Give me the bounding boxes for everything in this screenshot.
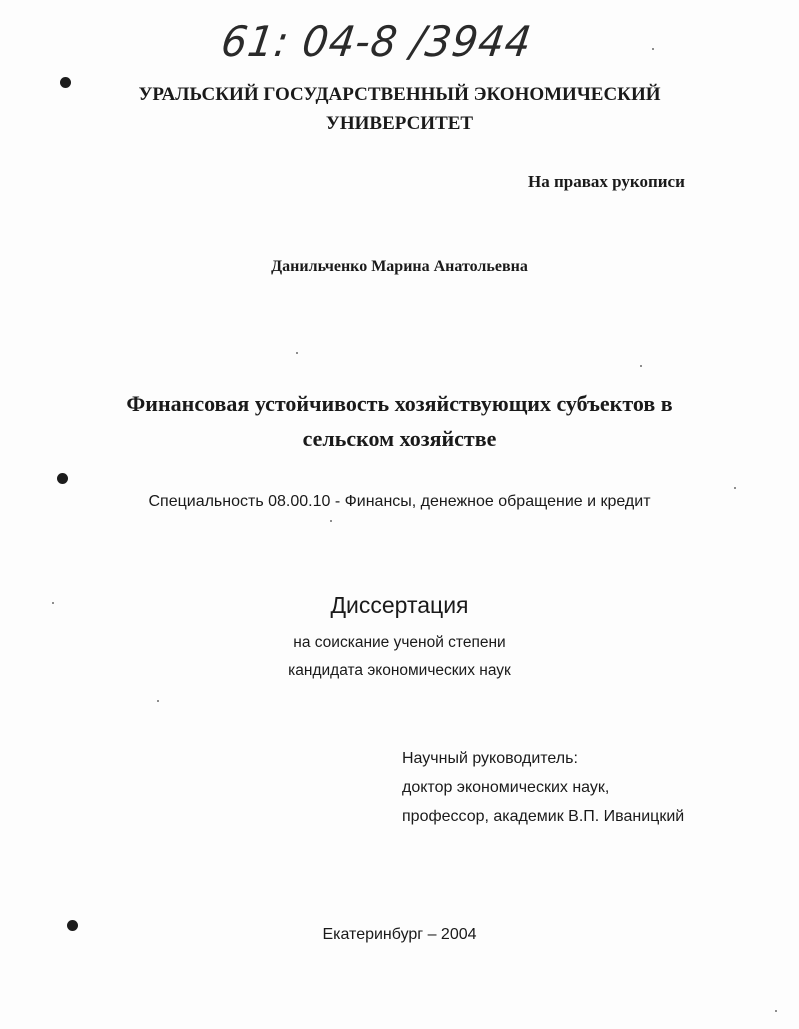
scan-speck (734, 487, 736, 489)
scan-speck (157, 700, 159, 702)
author-name: Данильченко Марина Анатольевна (271, 258, 528, 275)
rights-note: На правах рукописи (528, 172, 685, 191)
advisor-degree: доктор экономических наук, (402, 779, 610, 796)
document-type-heading: Диссертация (330, 592, 469, 618)
scan-speck (640, 365, 642, 367)
punch-hole-middle (57, 473, 68, 484)
city-and-year: Екатеринбург – 2004 (322, 926, 477, 943)
specialty-line: Специальность 08.00.10 - Финансы, денежное обращение и кредит (148, 493, 651, 510)
scan-speck (52, 602, 54, 604)
scan-speck (775, 1010, 777, 1012)
scan-speck (330, 520, 332, 522)
punch-hole-top (60, 77, 71, 88)
dissertation-title-line-1: Финансовая устойчивость хозяйствующих субъектов в (126, 391, 673, 416)
university-name-line-2: УНИВЕРСИТЕТ (325, 113, 474, 134)
degree-line-2: кандидата экономических наук (288, 662, 511, 679)
advisor-label: Научный руководитель: (402, 750, 578, 767)
scan-speck (652, 48, 654, 50)
university-name-line-1: УРАЛЬСКИЙ ГОСУДАРСТВЕННЫЙ ЭКОНОМИЧЕСКИЙ (138, 84, 661, 105)
advisor-name: профессор, академик В.П. Иваницкий (402, 808, 685, 825)
scan-speck (296, 352, 298, 354)
dissertation-title-line-2: сельском хозяйстве (302, 426, 497, 451)
punch-hole-bottom (67, 920, 78, 931)
degree-line-1: на соискание ученой степени (293, 634, 506, 651)
handwritten-archive-code: 61: 04-8 /3944 (218, 18, 535, 67)
